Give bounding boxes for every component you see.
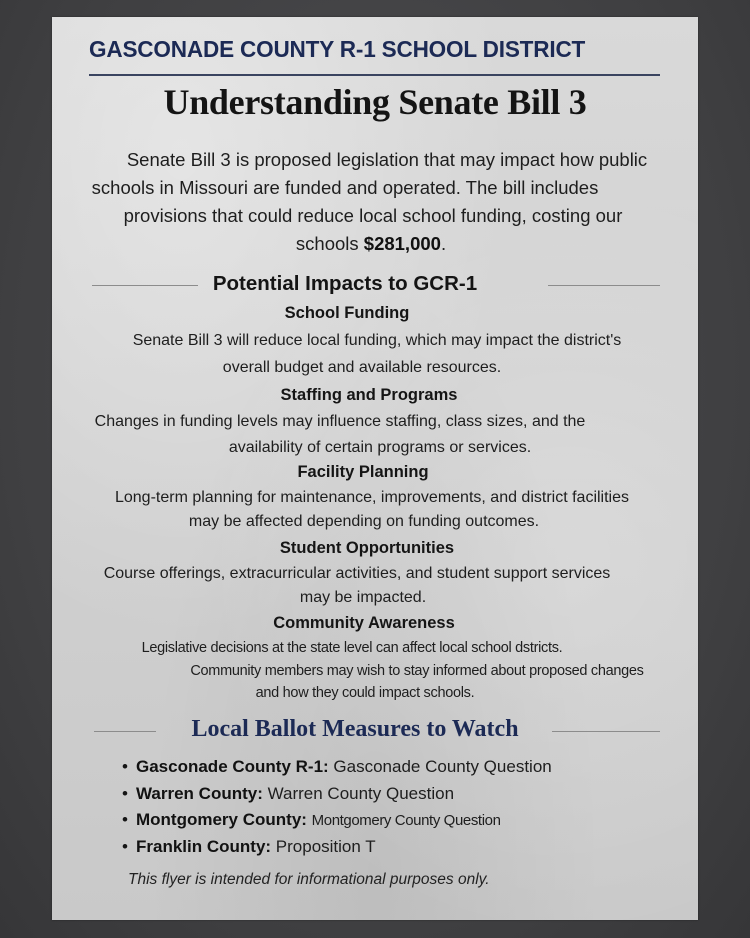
impact-text: Senate Bill 3 will reduce local funding, which may impact the district's (132, 332, 622, 349)
intro-line: schools in Missouri are funded and operated. The bill includes (91, 177, 599, 198)
heading-rule-right (552, 731, 660, 732)
flyer-card (52, 17, 698, 920)
impact-text: Changes in funding levels may influence staffing, class sizes, and the (94, 413, 586, 430)
list-item (122, 754, 552, 781)
ballot-heading: Local Ballot Measures to Watch (191, 716, 519, 742)
impacts-heading: Potential Impacts to GCR-1 (212, 272, 478, 295)
intro-prefix: schools (295, 233, 364, 254)
impact-text: Long-term planning for maintenance, improvements, and district facilities (114, 489, 630, 506)
impact-text: overall budget and available resources. (222, 359, 502, 376)
ballot-county: Montgomery County: (136, 810, 312, 829)
page-title: Understanding Senate Bill 3 (163, 82, 587, 122)
impact-title: Community Awareness (273, 614, 455, 632)
ballot-county: Franklin County: (136, 836, 276, 856)
impact-text: may be affected depending on funding outcomes. (188, 513, 540, 530)
ballot-county: Gasconade County R-1: (136, 757, 334, 776)
impact-text: availability of certain programs or services. (228, 439, 532, 456)
disclaimer: This flyer is intended for informational purposes only. (128, 871, 490, 888)
impact-title: Student Opportunities (279, 539, 455, 557)
intro-line (48, 233, 694, 255)
bullet-icon: • (122, 836, 128, 856)
header-divider (89, 74, 660, 76)
intro-suffix: . (440, 233, 447, 254)
district-name: GASCONADE COUNTY R-1 SCHOOL DISTRICT (89, 36, 586, 62)
impact-text: Community members may wish to stay informed about proposed changes (190, 663, 644, 679)
ballot-county: Warren County: (136, 783, 268, 803)
list-item (122, 834, 552, 861)
heading-rule-right (548, 285, 660, 286)
list-item (122, 781, 552, 808)
impact-text: Course offerings, extracurricular activities, and student support services (103, 565, 611, 582)
impact-title: Staffing and Programs (280, 386, 458, 404)
intro-line: provisions that could reduce local school funding, costing our (123, 205, 623, 226)
ballot-measures-list (122, 754, 552, 860)
bullet-icon: • (122, 757, 128, 776)
ballot-measure: Warren County Question (267, 783, 455, 803)
ballot-measure: Montgomery County Question (311, 812, 501, 829)
impact-title: School Funding (284, 304, 410, 322)
bullet-icon: • (122, 783, 128, 803)
intro-line: Senate Bill 3 is proposed legislation that may impact how public (126, 149, 648, 170)
list-item (122, 807, 552, 834)
ballot-measure: Proposition T (275, 836, 376, 856)
impact-text: may be impacted. (299, 589, 427, 606)
ballot-measure: Gasconade County Question (333, 757, 552, 776)
impact-text: and how they could impact schools. (255, 685, 475, 701)
impact-text: Legislative decisions at the state level can affect local school dstricts. (141, 640, 563, 656)
bullet-icon: • (122, 810, 128, 829)
funding-amount: $281,000 (363, 233, 441, 254)
impact-title: Facility Planning (297, 463, 429, 481)
